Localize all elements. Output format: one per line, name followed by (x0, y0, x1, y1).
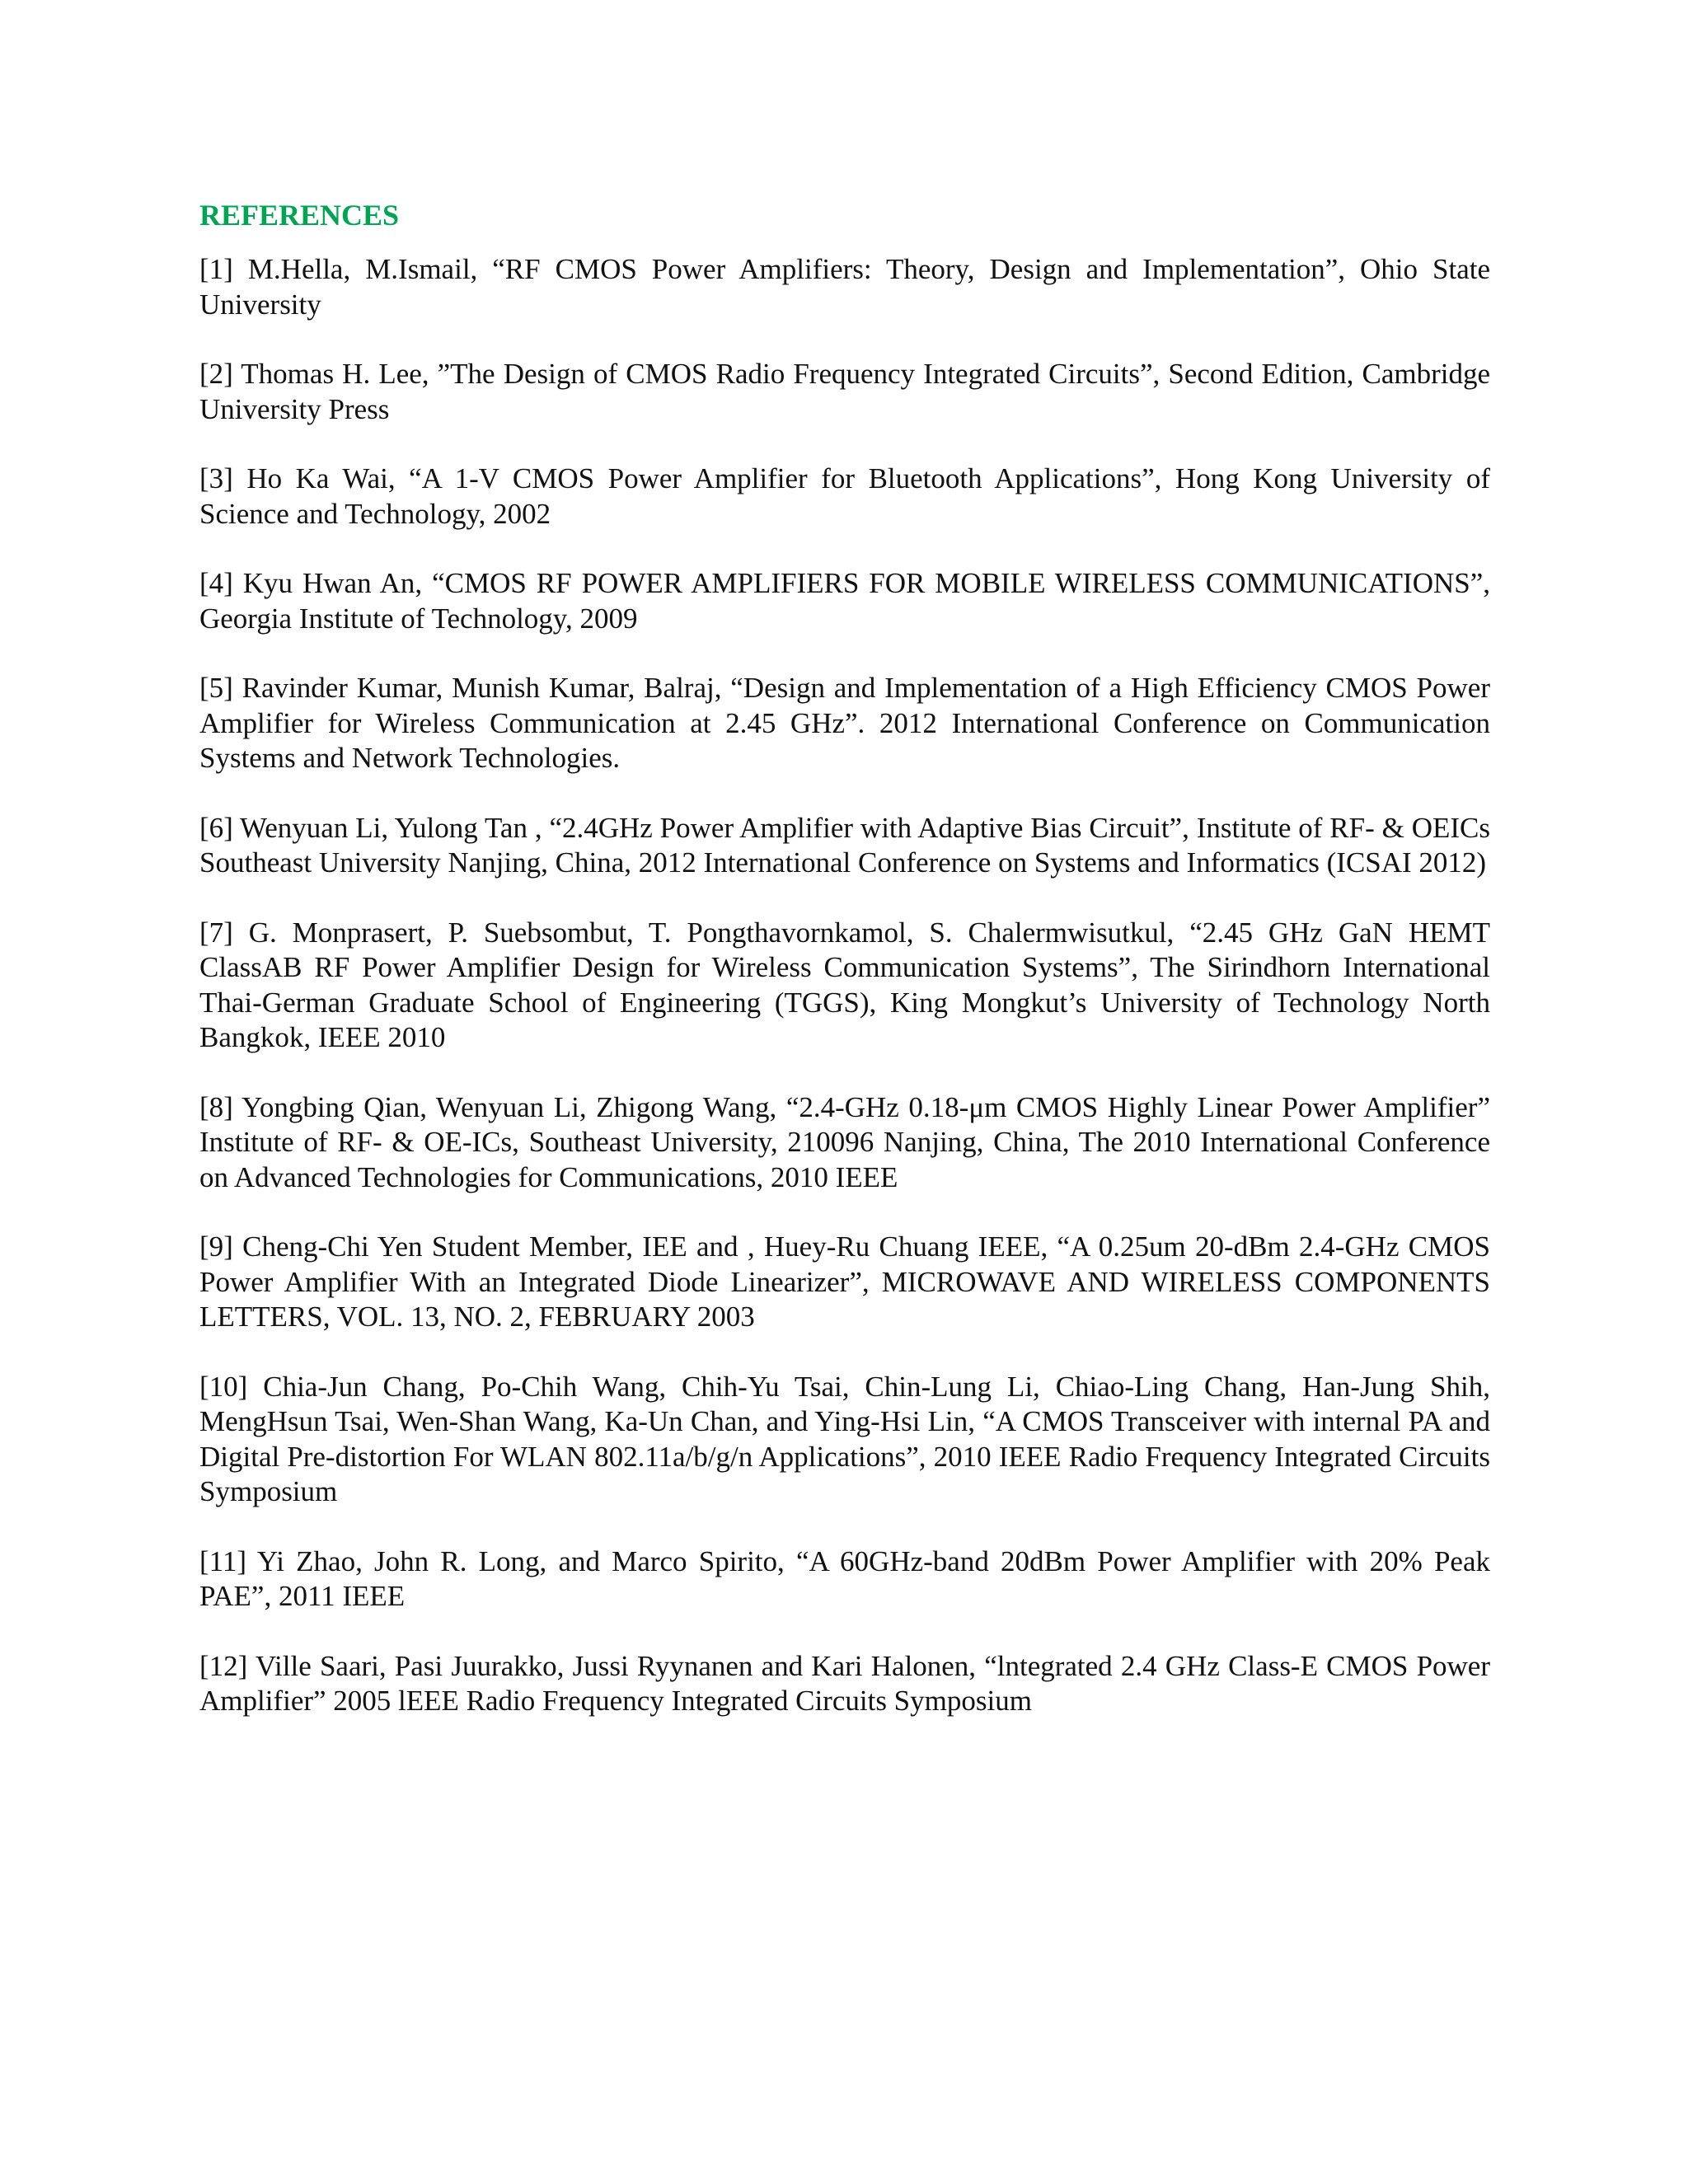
reference-item: [4] Kyu Hwan An, “CMOS RF POWER AMPLIFIERS FOR MOBILE WIRELESS COMMUNICATIONS”, Georgia Institute of Technology, 2009 (199, 567, 1490, 635)
references-page (199, 194, 1490, 1754)
reference-item: [9] Cheng-Chi Yen Student Member, IEE and , Huey-Ru Chuang IEEE, “A 0.25um 20-dBm 2.4-GHz CMOS Power Amplifier With an Integrated Diode Linearizer”, MICROWAVE AND WIRELESS COMPONENTS LETTERS, VOL. 13, NO. 2, FEBRUARY 2003 (199, 1230, 1490, 1333)
references-heading: REFERENCES (199, 199, 400, 232)
reference-item: [1] M.Hella, M.Ismail, “RF CMOS Power Amplifiers: Theory, Design and Implementation”, Ohio State University (199, 253, 1490, 321)
reference-item: [11] Yi Zhao, John R. Long, and Marco Spirito, “A 60GHz-band 20dBm Power Amplifier with 20% Peak PAE”, 2011 IEEE (199, 1544, 1490, 1612)
reference-item: [6] Wenyuan Li, Yulong Tan , “2.4GHz Power Amplifier with Adaptive Bias Circuit”, Institute of RF- & OEICs Southeast University Nanjing, China, 2012 International Conference on Systems and Informatics (ICSAI 2012) (199, 811, 1490, 879)
reference-item: [12] Ville Saari, Pasi Juurakko, Jussi Ryynanen and Kari Halonen, “lntegrated 2.4 GHz Class-E CMOS Power Amplifier” 2005 lEEE Radio Frequency Integrated Circuits Symposium (199, 1649, 1490, 1717)
reference-item: [2] Thomas H. Lee, ”The Design of CMOS Radio Frequency Integrated Circuits”, Second Edition, Cambridge University Press (199, 358, 1490, 425)
reference-item: [7] G. Monprasert, P. Suebsombut, T. Pongthavornkamol, S. Chalermwisutkul, “2.45 GHz GaN HEMT ClassAB RF Power Amplifier Design for Wireless Communication Systems”, The Sirindhorn International Thai-German Graduate School of Engineering (TGGS), King Mongkut’s University of Technology North Bangkok, IEEE 2010 (199, 916, 1490, 1053)
reference-item: [3] Ho Ka Wai, “A 1-V CMOS Power Amplifier for Bluetooth Applications”, Hong Kong University of Science and Technology, 2002 (199, 462, 1490, 530)
reference-item: [5] Ravinder Kumar, Munish Kumar, Balraj, “Design and Implementation of a High Efficiency CMOS Power Amplifier for Wireless Communication at 2.45 GHz”. 2012 International Conference on Communication Systems and Network Technologies. (199, 672, 1490, 774)
reference-list (199, 252, 1490, 1719)
reference-item: [8] Yongbing Qian, Wenyuan Li, Zhigong Wang, “2.4-GHz 0.18-μm CMOS Highly Linear Power Amplifier” Institute of RF- & OE-ICs, Southeast University, 210096 Nanjing, China, The 2010 International Conference on Advanced Technologies for Communications, 2010 IEEE (199, 1090, 1490, 1193)
reference-item: [10] Chia-Jun Chang, Po-Chih Wang, Chih-Yu Tsai, Chin-Lung Li, Chiao-Ling Chang, Han-Jung Shih, MengHsun Tsai, Wen-Shan Wang, Ka-Un Chan, and Ying-Hsi Lin, “A CMOS Transceiver with internal PA and Digital Pre-distortion For WLAN 802.11a/b/g/n Applications”, 2010 IEEE Radio Frequency Integrated Circuits Symposium (199, 1370, 1490, 1507)
